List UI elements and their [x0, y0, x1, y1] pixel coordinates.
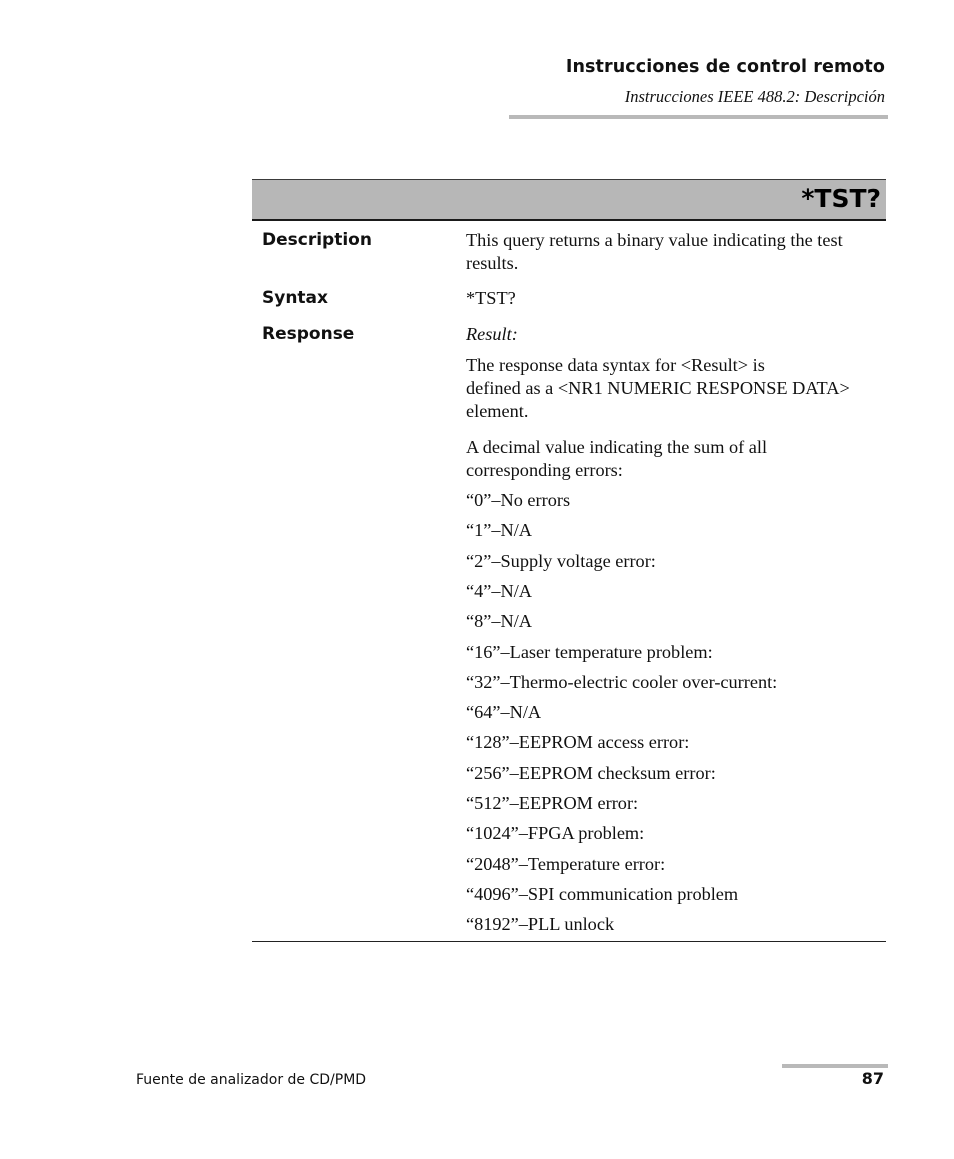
error-code-item: “1024”–FPGA problem: — [466, 823, 645, 843]
response-parameter: Result: — [466, 324, 518, 344]
error-code-item: “1”–N/A — [466, 520, 532, 540]
response-syntax-line: The response data syntax for <Result> is — [466, 355, 765, 375]
syntax-text: *TST? — [466, 288, 516, 308]
description-text: This query returns a binary value indicating the test results. — [466, 230, 843, 273]
response-syntax-line: element. — [466, 401, 529, 421]
header-rule — [509, 115, 888, 119]
error-code-item: “32”–Thermo-electric cooler over-current: — [466, 672, 778, 692]
error-code-item: “16”–Laser temperature problem: — [466, 642, 713, 662]
description-label: Description — [262, 230, 372, 250]
error-code-item: “64”–N/A — [466, 702, 542, 722]
footer-document-title: Fuente de analizador de CD/PMD — [136, 1072, 367, 1088]
page-number: 87 — [861, 1069, 884, 1088]
response-description-line: corresponding errors: — [466, 460, 623, 480]
running-header-subtitle: Instrucciones IEEE 488.2: Descripción — [624, 87, 885, 106]
error-code-item: “0”–No errors — [466, 490, 571, 510]
error-code-item: “512”–EEPROM error: — [466, 793, 639, 813]
response-syntax-line: defined as a <NR1 NUMERIC RESPONSE DATA> — [466, 378, 850, 398]
error-code-item: “256”–EEPROM checksum error: — [466, 763, 716, 783]
error-code-item: “4096”–SPI communication problem — [466, 884, 739, 904]
error-code-item: “8”–N/A — [466, 611, 532, 631]
error-code-item: “2048”–Temperature error: — [466, 854, 666, 874]
error-code-item: “128”–EEPROM access error: — [466, 732, 690, 752]
error-code-item: “4”–N/A — [466, 581, 532, 601]
running-header-title: Instrucciones de control remoto — [565, 57, 885, 77]
response-label: Response — [262, 324, 355, 344]
table-bottom-rule — [252, 941, 886, 942]
error-code-item: “8192”–PLL unlock — [466, 914, 615, 934]
command-title: *TST? — [801, 184, 881, 213]
response-description-line: A decimal value indicating the sum of all — [466, 437, 768, 457]
footer-rule — [782, 1064, 888, 1068]
command-banner — [252, 179, 886, 221]
syntax-label: Syntax — [262, 288, 328, 308]
error-code-item: “2”–Supply voltage error: — [466, 551, 656, 571]
